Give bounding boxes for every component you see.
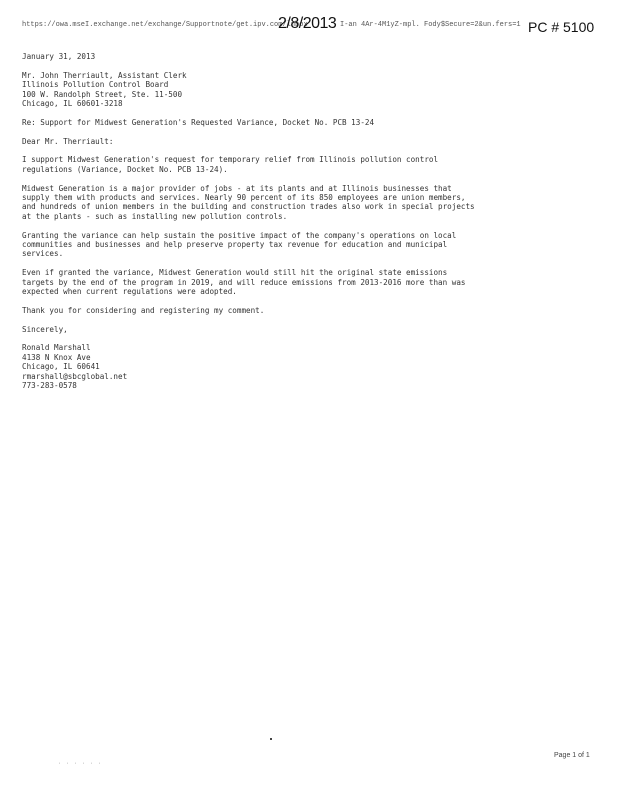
page-number: Page 1 of 1 xyxy=(554,752,590,759)
paragraph xyxy=(22,155,588,174)
recipient-block xyxy=(22,71,588,109)
subject-line: Re: Support for Midwest Generation's Requested Variance, Docket No. PCB 13-24 xyxy=(22,117,375,127)
source-url: https://owa.mseI.exchange.net/exchange/Supportnote/get.ipv.com/lnbox xyxy=(22,21,308,29)
recipient-line: 100 W. Randolph Street, Ste. 11-500 xyxy=(22,89,183,99)
paragraph-line: supply them with products and services. Nearly 90 percent of its 850 employees are union members, xyxy=(22,193,466,203)
paragraph-line: expected when current regulations were adopted. xyxy=(22,287,237,297)
paragraph-line: Granting the variance can help sustain the positive impact of the company's operations on local xyxy=(22,230,457,240)
paragraph-line: I support Midwest Generation's request for temporary relief from Illinois pollution control xyxy=(22,155,439,165)
public-comment-number: PC # 5100 xyxy=(528,19,595,35)
signature-block xyxy=(22,343,588,390)
recipient-line: Illinois Pollution Control Board xyxy=(22,80,169,90)
signature-name: Ronald Marshall xyxy=(22,343,91,353)
paragraph-line: and hundreds of union members in the building and construction trades also work in special projects xyxy=(22,202,475,212)
paragraph-line: targets by the end of the program in 2019, and will reduce emissions from 2013-2016 more than was xyxy=(22,277,466,287)
paragraph xyxy=(22,268,588,296)
signature-city: Chicago, IL 60641 xyxy=(22,362,100,372)
source-url-tail: I-an 4Ar-4M1yZ-mpl. Fody$Secure=2&un.fers=1 xyxy=(340,21,521,29)
paragraph-line: regulations (Variance, Docket No. PCB 13-24). xyxy=(22,164,228,174)
signature-email: rmarshall@sbcglobal.net xyxy=(22,371,128,381)
signature-address: 4138 N Knox Ave xyxy=(22,352,91,362)
received-date-stamp: 2/8/2013 xyxy=(278,15,337,32)
letter-date: January 31, 2013 xyxy=(22,52,96,61)
salutation: Dear Mr. Therriault: xyxy=(22,136,114,146)
scan-speck xyxy=(270,738,272,740)
paragraph-line: Even if granted the variance, Midwest Generation would still hit the original state emissions xyxy=(22,268,448,278)
paragraph xyxy=(22,306,588,315)
paragraph-line: Thank you for considering and registering my comment. xyxy=(22,305,265,315)
closing: Sincerely, xyxy=(22,324,68,334)
paragraph xyxy=(22,231,588,259)
paragraph-line: Midwest Generation is a major provider of jobs - at its plants and at Illinois businesses that xyxy=(22,183,452,193)
paragraph-line: communities and businesses and help preserve property tax revenue for education and municipal xyxy=(22,240,448,250)
paragraph-line: services. xyxy=(22,249,64,259)
signature-phone: 773-283-0578 xyxy=(22,381,77,391)
recipient-line: Mr. John Therriault, Assistant Clerk xyxy=(22,70,187,80)
recipient-line: Chicago, IL 60601-3218 xyxy=(22,99,123,109)
paragraph xyxy=(22,184,588,222)
footer-marks: · · · · · · xyxy=(58,761,103,767)
paragraph-line: at the plants - such as installing new pollution controls. xyxy=(22,211,288,221)
letter-body xyxy=(22,52,588,390)
